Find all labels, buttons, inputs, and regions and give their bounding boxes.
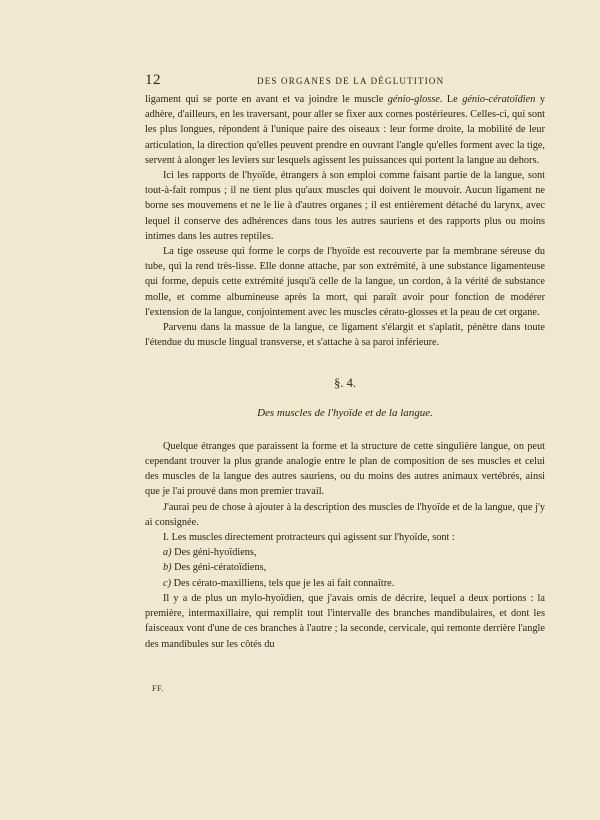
paragraph-8: Il y a de plus un mylo-hyoïdien, que j'avais omis de décrire, lequel a deux portions : la première, intermaxillaire, qui remplit tout l'intervalle des branches mandibulaires, et dont les faisceaux vont d'une de ces branches à l'autre ; la seconde, cervicale, qui remonte derrière l'angle des mandibules sur les côtés du [145, 592, 545, 650]
term-genio-glosse: génio-glosse [387, 94, 440, 105]
paragraph-1: ligament qui se porte en avant et va joindre le muscle génio-glosse. Le génio-cératoïdien y adhère, d'ailleurs, en les traversant, pour aller se fixer aux cornes postérieures. Celles-ci, qui sont les plus longues, répondent à l'unique paire des oiseaux : leur forme droite, la mobilité de leur articulation, la direction qu'elles peuvent prendre en ouvrant l'angle qu'elles forment avec la tige, servent à alonger les leviers sur lesquels agissent les puissances qui portent la langue au dehors. [145, 94, 545, 166]
paragraph-6: J'aurai peu de chose à ajouter à la description des muscles de l'hyoïde et de la langue, que j'y ai consignée. [145, 501, 545, 528]
list-item: a) Des géni-hyoïdiens, [163, 547, 257, 559]
paragraph-7: I. Les muscles directement protracteurs qui agissent sur l'hyoïde, sont : [163, 532, 455, 544]
signature-mark: FF. [152, 684, 164, 693]
list-item: b) Des géni-cératoïdiens, [163, 562, 267, 574]
paragraph-5: Quelque étranges que paraissent la forme et la structure de cette singulière langue, on peut cependant trouver la plus grande analogie entre le plan de composition de ses muscles et celui des muscles de la langue des autres sauriens, ou du moins des autres animaux vertébrés, ainsi que je l'ai prouvé dans mon premier travail. [145, 440, 545, 498]
running-title: DES ORGANES DE LA DÉGLUTITION [257, 76, 445, 86]
page-body [145, 92, 545, 652]
page-header [145, 72, 545, 90]
section-number: §. 4. [334, 376, 356, 391]
term-genio-ceratoidien: génio-cératoïdien [462, 94, 536, 105]
paragraph-2: Ici les rapports de l'hyoïde, étrangers à son emploi comme faisant partie de la langue, sont tout-à-fait rompus ; il ne tient plus qu'aux muscles qui doivent le mouvoir. Aucun ligament ne borne ses mouvemens et ne le lie à d'autres organes ; il est entièrement détaché du larynx, avec lequel il conserve des adhérences dans tous les autres sauriens et des rapports plus ou moins intimes dans les autres reptiles. [145, 170, 545, 242]
page-number: 12 [145, 72, 161, 88]
paragraph-4: Parvenu dans la massue de la langue, ce ligament s'élargit et s'aplatit, pénètre dans toute l'étendue du muscle lingual transverse, et s'attache à sa paroi inférieure. [145, 322, 545, 349]
paragraph-3: La tige osseuse qui forme le corps de l'hyoïde est recouverte par la membrane séreuse du tube, qui la rend très-lisse. Elle donne attache, par son extrémité, à une substance ligamenteuse qui forme, depuis cette extrémité jusqu'à celle de la langue, un cordon, à la vérité de substance molle, et comme albumineuse après la mort, qui paraît avoir pour fonction de modérer l'extension de la langue, conjointement avec les muscles cérato-glosses et la peau de cet organe. [145, 246, 545, 318]
list-item: c) Des cérato-maxilliens, tels que je les ai fait connaître. [163, 577, 395, 589]
section-title: Des muscles de l'hyoïde et de la langue. [257, 406, 433, 419]
